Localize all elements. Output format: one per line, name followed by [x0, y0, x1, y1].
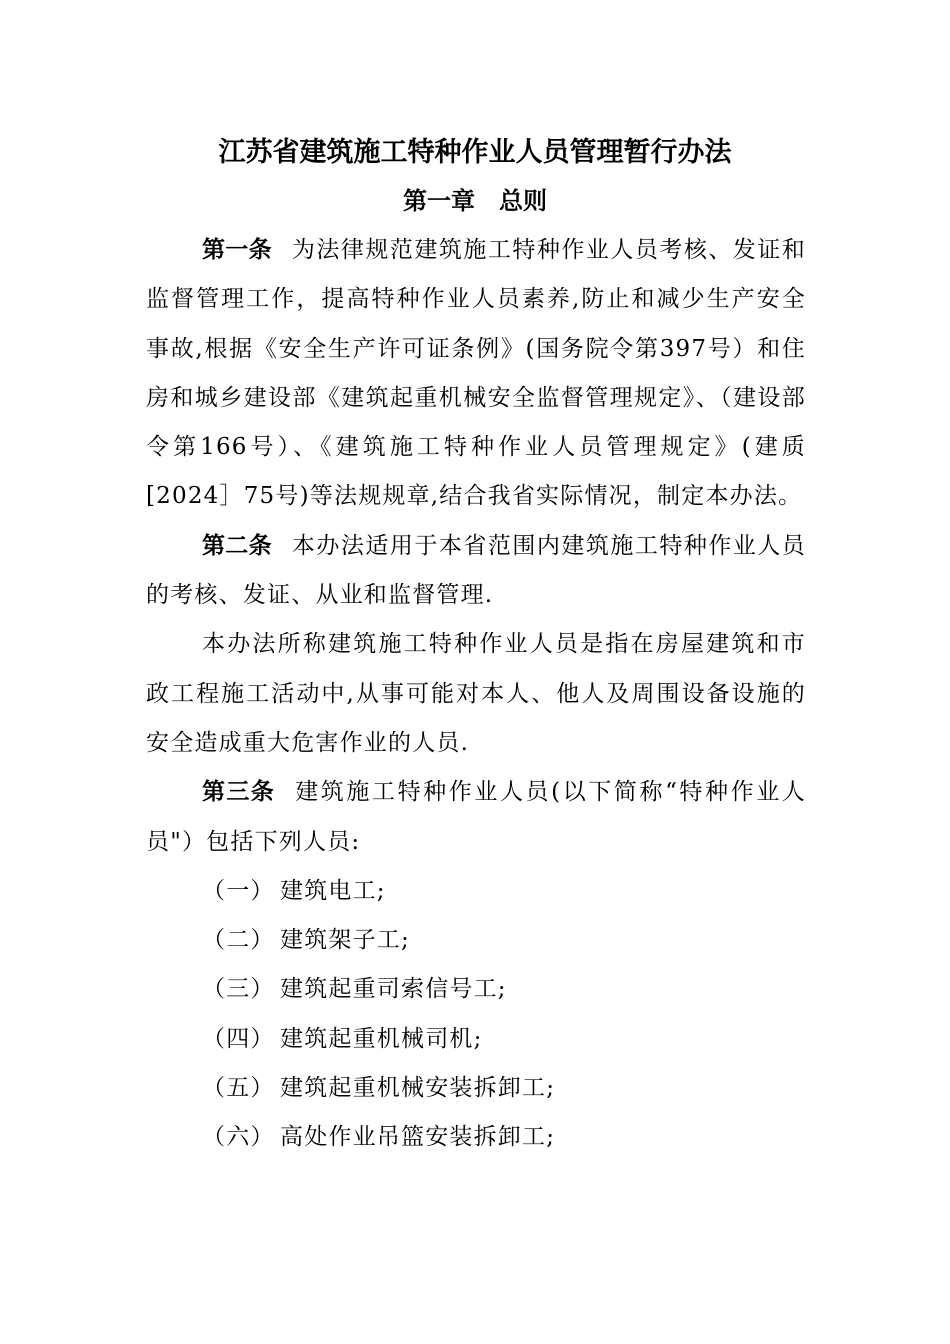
- article-1: [146, 226, 806, 522]
- list-item: [146, 1015, 806, 1064]
- list-item: [146, 916, 806, 965]
- list-item-number: （四）: [202, 1025, 275, 1052]
- list-item-number: （一）: [202, 877, 275, 904]
- list-item: [146, 965, 806, 1014]
- list-item-number: （三）: [202, 976, 275, 1003]
- list-item-text: 建筑架子工;: [280, 927, 410, 954]
- list-item-text: 建筑起重机械司机;: [280, 1025, 483, 1052]
- article-label: 第一条: [202, 237, 272, 263]
- document-body: [146, 226, 806, 1163]
- article-text: 为法律规范建筑施工特种作业人员考核、发证和监督管理工作，提高特种作业人员素养,防止和减少生产安全事故,根据《安全生产许可证条例》(国务院令第397号）和住房和城乡建设部《建筑起重机械安全监督管理规定》、（建设部令第166号）、《建筑施工特种作业人员管理规定》(建质[2024］75号)等法规规章,结合我省实际情况，制定本办法。: [146, 237, 807, 510]
- list-item-number: （六）: [202, 1124, 275, 1151]
- list-item-text: 建筑电工;: [280, 877, 386, 904]
- chapter-heading: 第一章 总则: [403, 187, 547, 215]
- document-title: 江苏省建筑施工特种作业人员管理暂行办法: [218, 137, 732, 168]
- article-2: [146, 522, 806, 621]
- list-item-text: 高处作业吊篮安装拆卸工;: [280, 1124, 556, 1151]
- list-item: [146, 867, 806, 916]
- article-text: 本办法适用于本省范围内建筑施工特种作业人员的考核、发证、从业和监督管理.: [146, 532, 807, 609]
- list-item: [146, 1064, 806, 1113]
- list-item-text: 建筑起重机械安装拆卸工;: [280, 1075, 556, 1102]
- article-text: 建筑施工特种作业人员(以下简称“特种作业人员"）包括下列人员:: [146, 779, 806, 855]
- article-2-paragraph-2: [146, 620, 806, 768]
- list-item-text: 建筑起重司索信号工;: [280, 976, 507, 1003]
- list-item: [146, 1113, 806, 1162]
- article-text: 本办法所称建筑施工特种作业人员是指在房屋建筑和市政工程施工活动中,从事可能对本人、他人及周围设备设施的安全造成重大危害作业的人员.: [146, 631, 806, 756]
- article-label: 第二条: [202, 532, 272, 559]
- list-item-number: （五）: [202, 1075, 275, 1102]
- article-3: [146, 768, 806, 867]
- list-item-number: （二）: [202, 927, 275, 954]
- article-label: 第三条: [202, 779, 276, 806]
